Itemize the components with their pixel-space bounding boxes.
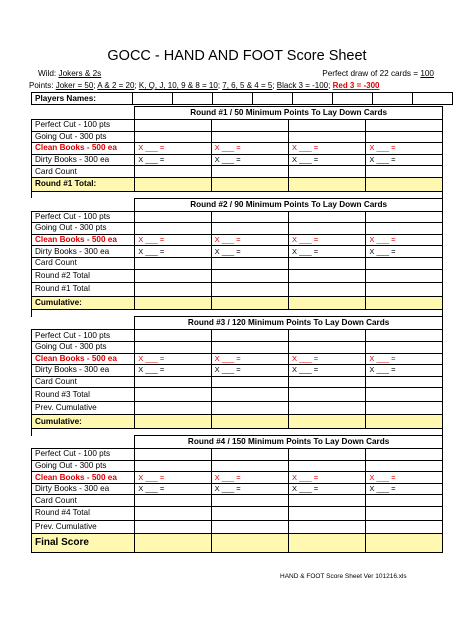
clean-books-label: Clean Books - 500 ea — [32, 143, 135, 155]
dirty-books-cell[interactable]: X ___ = — [135, 246, 211, 258]
dirty-books-label: Dirty Books - 300 ea — [32, 483, 135, 495]
dirty-books-cell[interactable]: X ___ = — [366, 365, 443, 377]
card-count-label: Card Count — [32, 376, 135, 388]
points-line: Points: Joker = 50; A & 2 = 20; K, Q, J, 10, 9 & 8 = 10; 7, 6, 5 & 4 = 5; Black 3 = -100; Red 3 = -300 — [29, 81, 380, 90]
clean-books-cell[interactable]: X ___ = — [366, 472, 443, 484]
player-name-cell[interactable] — [333, 93, 373, 105]
going-out-label: Going Out - 300 pts — [32, 131, 135, 143]
player-name-cell[interactable] — [173, 93, 213, 105]
dirty-books-label: Dirty Books - 300 ea — [32, 365, 135, 377]
clean-books-cell[interactable]: X ___ = — [211, 472, 288, 484]
prev-cumulative-label: Prev. Cumulative — [32, 520, 135, 534]
round2-header — [32, 198, 443, 211]
clean-books-cell[interactable]: X ___ = — [211, 234, 288, 246]
player-name-cell[interactable] — [373, 93, 413, 105]
clean-books-cell[interactable]: X ___ = — [211, 143, 288, 155]
clean-books-cell[interactable]: X ___ = — [135, 143, 211, 155]
dirty-books-cell[interactable]: X ___ = — [211, 154, 288, 166]
sheet-title: GOCC - HAND AND FOOT Score Sheet — [107, 48, 367, 64]
round2-title: Round #2 / 90 Minimum Points To Lay Down Cards — [135, 198, 443, 211]
round3-total-label: Round #3 Total — [32, 388, 135, 402]
clean-books-cell[interactable]: X ___ = — [135, 353, 211, 365]
clean-books-cell[interactable]: X ___ = — [289, 472, 366, 484]
clean-books-label: Clean Books - 500 ea — [32, 353, 135, 365]
perfect-cut-label: Perfect Cut - 100 pts — [32, 449, 135, 461]
dirty-books-cell[interactable]: X ___ = — [366, 154, 443, 166]
rounds-table — [31, 106, 443, 553]
clean-books-cell[interactable]: X ___ = — [289, 234, 366, 246]
players-label: Players Names: — [32, 93, 133, 105]
players-row — [32, 93, 453, 105]
player-name-cell[interactable] — [253, 93, 293, 105]
round1-total-label: Round #1 Total: — [32, 177, 135, 191]
round4-total-label: Round #4 Total — [32, 507, 135, 521]
card-count-label: Card Count — [32, 166, 135, 178]
footer-filename: HAND & FOOT Score Sheet Ver 101216.xls — [280, 573, 407, 580]
dirty-books-cell[interactable]: X ___ = — [289, 154, 366, 166]
dirty-books-cell[interactable]: X ___ = — [366, 483, 443, 495]
clean-books-cell[interactable]: X ___ = — [289, 143, 366, 155]
final-score-label: Final Score — [32, 534, 135, 553]
clean-books-cell[interactable]: X ___ = — [366, 353, 443, 365]
dirty-books-cell[interactable]: X ___ = — [366, 246, 443, 258]
dirty-books-cell[interactable]: X ___ = — [135, 154, 211, 166]
going-out-label: Going Out - 300 pts — [32, 460, 135, 472]
player-name-cell[interactable] — [413, 93, 453, 105]
round2-total-label: Round #2 Total — [32, 269, 135, 283]
dirty-books-cell[interactable]: X ___ = — [289, 483, 366, 495]
round1-header — [32, 107, 443, 120]
clean-books-cell[interactable]: X ___ = — [366, 143, 443, 155]
round4-title: Round #4 / 150 Minimum Points To Lay Down Cards — [135, 436, 443, 449]
perfect-cut-label: Perfect Cut - 100 pts — [32, 120, 135, 132]
perfect-draw-info: Perfect draw of 22 cards = 100 — [322, 69, 434, 78]
card-count-label: Card Count — [32, 495, 135, 507]
dirty-books-cell[interactable]: X ___ = — [135, 365, 211, 377]
player-name-cell[interactable] — [293, 93, 333, 105]
going-out-label: Going Out - 300 pts — [32, 223, 135, 235]
round1-title: Round #1 / 50 Minimum Points To Lay Down Cards — [135, 107, 443, 120]
dirty-books-cell[interactable]: X ___ = — [289, 246, 366, 258]
player-name-cell[interactable] — [133, 93, 173, 105]
clean-books-label: Clean Books - 500 ea — [32, 234, 135, 246]
dirty-books-cell[interactable]: X ___ = — [211, 365, 288, 377]
round4-header — [32, 436, 443, 449]
clean-books-cell[interactable]: X ___ = — [366, 234, 443, 246]
round3-title: Round #3 / 120 Minimum Points To Lay Down Cards — [135, 317, 443, 330]
clean-books-cell[interactable]: X ___ = — [135, 472, 211, 484]
perfect-cut-label: Perfect Cut - 100 pts — [32, 330, 135, 342]
dirty-books-cell[interactable]: X ___ = — [289, 365, 366, 377]
clean-books-cell[interactable]: X ___ = — [135, 234, 211, 246]
dirty-books-cell[interactable]: X ___ = — [211, 246, 288, 258]
cumulative-label: Cumulative: — [32, 296, 135, 310]
wild-info: Wild: Jokers & 2s — [38, 69, 102, 78]
dirty-books-label: Dirty Books - 300 ea — [32, 154, 135, 166]
card-count-label: Card Count — [32, 257, 135, 269]
clean-books-cell[interactable]: X ___ = — [289, 353, 366, 365]
round1-total-label: Round #1 Total — [32, 283, 135, 297]
score-table — [31, 92, 453, 105]
prev-cumulative-label: Prev. Cumulative — [32, 401, 135, 415]
clean-books-label: Clean Books - 500 ea — [32, 472, 135, 484]
dirty-books-cell[interactable]: X ___ = — [135, 483, 211, 495]
perfect-cut-label: Perfect Cut - 100 pts — [32, 211, 135, 223]
player-name-cell[interactable] — [213, 93, 253, 105]
cumulative-label: Cumulative: — [32, 415, 135, 429]
dirty-books-cell[interactable]: X ___ = — [211, 483, 288, 495]
round3-header — [32, 317, 443, 330]
going-out-label: Going Out - 300 pts — [32, 341, 135, 353]
dirty-books-label: Dirty Books - 300 ea — [32, 246, 135, 258]
clean-books-cell[interactable]: X ___ = — [211, 353, 288, 365]
